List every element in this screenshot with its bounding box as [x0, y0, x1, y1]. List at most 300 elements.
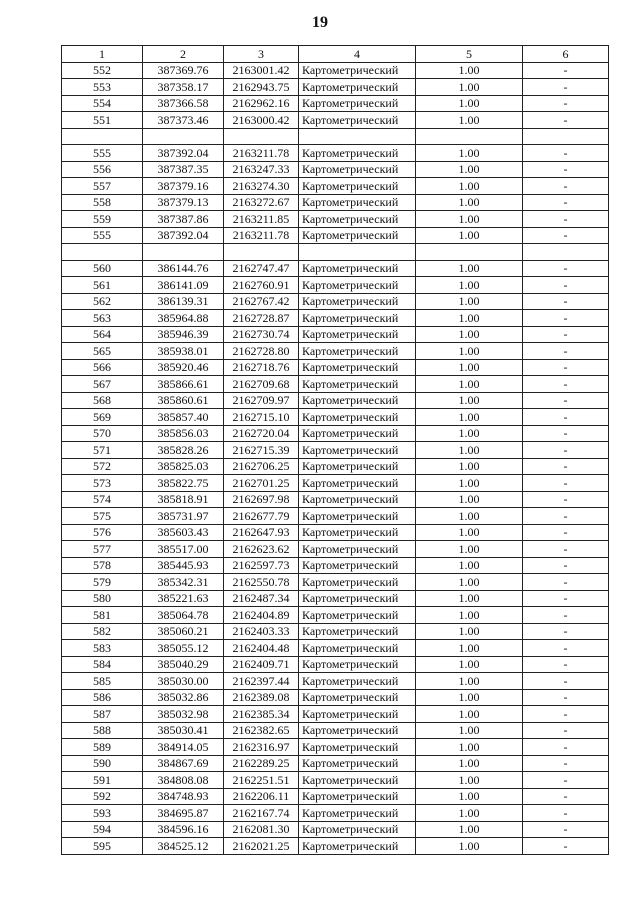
table-row: [62, 475, 609, 492]
note-cell: -: [523, 491, 609, 508]
table-row: [62, 293, 609, 310]
y-coordinate-cell: 2162623.62: [224, 541, 299, 558]
point-number-cell: 552: [62, 62, 143, 79]
y-coordinate-cell: 2162718.76: [224, 359, 299, 376]
accuracy-cell: 1.00: [416, 178, 523, 195]
method-cell: Картометрический: [299, 310, 416, 327]
x-coordinate-cell: [143, 128, 224, 145]
note-cell: -: [523, 161, 609, 178]
x-coordinate-cell: 385920.46: [143, 359, 224, 376]
x-coordinate-cell: 385938.01: [143, 343, 224, 360]
x-coordinate-cell: 387387.35: [143, 161, 224, 178]
note-cell: -: [523, 706, 609, 723]
note-cell: -: [523, 376, 609, 393]
method-cell: Картометрический: [299, 376, 416, 393]
y-coordinate-cell: 2162021.25: [224, 838, 299, 855]
y-coordinate-cell: 2162720.04: [224, 425, 299, 442]
accuracy-cell: 1.00: [416, 227, 523, 244]
point-number-cell: 554: [62, 95, 143, 112]
note-cell: -: [523, 805, 609, 822]
accuracy-cell: 1.00: [416, 293, 523, 310]
method-cell: Картометрический: [299, 227, 416, 244]
note-cell: -: [523, 722, 609, 739]
method-cell: Картометрический: [299, 211, 416, 228]
point-number-cell: 551: [62, 112, 143, 129]
x-coordinate-cell: 384525.12: [143, 838, 224, 855]
x-coordinate-cell: 384596.16: [143, 821, 224, 838]
point-number-cell: 594: [62, 821, 143, 838]
x-coordinate-cell: 385822.75: [143, 475, 224, 492]
accuracy-cell: 1.00: [416, 623, 523, 640]
y-coordinate-cell: 2162389.08: [224, 689, 299, 706]
accuracy-cell: 1.00: [416, 524, 523, 541]
accuracy-cell: 1.00: [416, 79, 523, 96]
point-number-cell: 573: [62, 475, 143, 492]
y-coordinate-cell: 2162709.68: [224, 376, 299, 393]
note-cell: -: [523, 409, 609, 426]
accuracy-cell: 1.00: [416, 739, 523, 756]
table-row: [62, 821, 609, 838]
accuracy-cell: 1.00: [416, 541, 523, 558]
point-number-cell: 575: [62, 508, 143, 525]
x-coordinate-cell: 385040.29: [143, 656, 224, 673]
table-row: [62, 277, 609, 294]
method-cell: Картометрический: [299, 442, 416, 459]
note-cell: -: [523, 640, 609, 657]
note-cell: -: [523, 326, 609, 343]
point-number-cell: 572: [62, 458, 143, 475]
x-coordinate-cell: 387358.17: [143, 79, 224, 96]
accuracy-cell: 1.00: [416, 310, 523, 327]
point-number-cell: 567: [62, 376, 143, 393]
table-row: [62, 772, 609, 789]
note-cell: -: [523, 557, 609, 574]
note-cell: -: [523, 739, 609, 756]
y-coordinate-cell: 2162316.97: [224, 739, 299, 756]
y-coordinate-cell: 2163211.78: [224, 145, 299, 162]
x-coordinate-cell: 385517.00: [143, 541, 224, 558]
x-coordinate-cell: 385060.21: [143, 623, 224, 640]
accuracy-cell: 1.00: [416, 475, 523, 492]
x-coordinate-cell: 387387.86: [143, 211, 224, 228]
method-cell: Картометрический: [299, 508, 416, 525]
x-coordinate-cell: 384914.05: [143, 739, 224, 756]
note-cell: -: [523, 211, 609, 228]
table-body: [62, 62, 609, 854]
y-coordinate-cell: 2162385.34: [224, 706, 299, 723]
y-coordinate-cell: 2163211.85: [224, 211, 299, 228]
table-row: [62, 178, 609, 195]
x-coordinate-cell: 385825.03: [143, 458, 224, 475]
point-number-cell: 561: [62, 277, 143, 294]
method-cell: Картометрический: [299, 326, 416, 343]
point-number-cell: 589: [62, 739, 143, 756]
table-row: [62, 491, 609, 508]
x-coordinate-cell: 387392.04: [143, 227, 224, 244]
y-coordinate-cell: 2163001.42: [224, 62, 299, 79]
accuracy-cell: [416, 244, 523, 261]
x-coordinate-cell: 386139.31: [143, 293, 224, 310]
table-row: [62, 128, 609, 145]
note-cell: -: [523, 194, 609, 211]
method-cell: Картометрический: [299, 260, 416, 277]
accuracy-cell: 1.00: [416, 458, 523, 475]
table-row: [62, 656, 609, 673]
table-row: [62, 574, 609, 591]
note-cell: -: [523, 821, 609, 838]
table-row: [62, 788, 609, 805]
table-row: [62, 227, 609, 244]
y-coordinate-cell: 2162962.16: [224, 95, 299, 112]
method-cell: Картометрический: [299, 755, 416, 772]
x-coordinate-cell: 385032.86: [143, 689, 224, 706]
x-coordinate-cell: 387392.04: [143, 145, 224, 162]
y-coordinate-cell: 2162251.51: [224, 772, 299, 789]
point-number-cell: 565: [62, 343, 143, 360]
x-coordinate-cell: 387379.13: [143, 194, 224, 211]
accuracy-cell: 1.00: [416, 557, 523, 574]
note-cell: -: [523, 95, 609, 112]
method-cell: Картометрический: [299, 475, 416, 492]
note-cell: -: [523, 293, 609, 310]
note-cell: -: [523, 755, 609, 772]
method-cell: Картометрический: [299, 706, 416, 723]
y-coordinate-cell: 2163211.78: [224, 227, 299, 244]
x-coordinate-cell: 385064.78: [143, 607, 224, 624]
accuracy-cell: 1.00: [416, 442, 523, 459]
accuracy-cell: 1.00: [416, 722, 523, 739]
note-cell: -: [523, 590, 609, 607]
y-coordinate-cell: 2162404.89: [224, 607, 299, 624]
y-coordinate-cell: 2162697.98: [224, 491, 299, 508]
y-coordinate-cell: 2162081.30: [224, 821, 299, 838]
accuracy-cell: [416, 128, 523, 145]
table-row: [62, 541, 609, 558]
method-cell: Картометрический: [299, 491, 416, 508]
y-coordinate-cell: 2162730.74: [224, 326, 299, 343]
accuracy-cell: 1.00: [416, 211, 523, 228]
note-cell: -: [523, 541, 609, 558]
point-number-cell: 576: [62, 524, 143, 541]
method-cell: Картометрический: [299, 95, 416, 112]
y-coordinate-cell: 2162403.33: [224, 623, 299, 640]
method-cell: Картометрический: [299, 392, 416, 409]
accuracy-cell: 1.00: [416, 788, 523, 805]
table-row: [62, 343, 609, 360]
point-number-cell: 564: [62, 326, 143, 343]
point-number-cell: 556: [62, 161, 143, 178]
y-coordinate-cell: 2162206.11: [224, 788, 299, 805]
accuracy-cell: 1.00: [416, 491, 523, 508]
method-cell: Картометрический: [299, 673, 416, 690]
column-header-6: 6: [523, 46, 609, 63]
point-number-cell: 590: [62, 755, 143, 772]
note-cell: -: [523, 343, 609, 360]
y-coordinate-cell: 2162409.71: [224, 656, 299, 673]
accuracy-cell: 1.00: [416, 62, 523, 79]
x-coordinate-cell: 385860.61: [143, 392, 224, 409]
x-coordinate-cell: 384695.87: [143, 805, 224, 822]
method-cell: Картометрический: [299, 178, 416, 195]
method-cell: Картометрический: [299, 788, 416, 805]
point-number-cell: 560: [62, 260, 143, 277]
note-cell: -: [523, 62, 609, 79]
method-cell: Картометрический: [299, 458, 416, 475]
point-number-cell: 559: [62, 211, 143, 228]
x-coordinate-cell: 387379.16: [143, 178, 224, 195]
method-cell: Картометрический: [299, 821, 416, 838]
method-cell: [299, 244, 416, 261]
y-coordinate-cell: 2163274.30: [224, 178, 299, 195]
table-row: [62, 425, 609, 442]
accuracy-cell: 1.00: [416, 277, 523, 294]
point-number-cell: 577: [62, 541, 143, 558]
x-coordinate-cell: 385030.41: [143, 722, 224, 739]
table-row: [62, 755, 609, 772]
note-cell: -: [523, 524, 609, 541]
coordinates-table: [61, 45, 609, 855]
accuracy-cell: 1.00: [416, 590, 523, 607]
point-number-cell: 591: [62, 772, 143, 789]
point-number-cell: 592: [62, 788, 143, 805]
note-cell: -: [523, 458, 609, 475]
note-cell: [523, 244, 609, 261]
table-row: [62, 640, 609, 657]
x-coordinate-cell: 385857.40: [143, 409, 224, 426]
table-row: [62, 244, 609, 261]
page-number: 19: [312, 14, 328, 31]
table-row: [62, 739, 609, 756]
method-cell: Картометрический: [299, 805, 416, 822]
x-coordinate-cell: [143, 244, 224, 261]
x-coordinate-cell: 385221.63: [143, 590, 224, 607]
y-coordinate-cell: [224, 128, 299, 145]
column-header-3: 3: [224, 46, 299, 63]
method-cell: Картометрический: [299, 772, 416, 789]
method-cell: Картометрический: [299, 277, 416, 294]
method-cell: Картометрический: [299, 145, 416, 162]
accuracy-cell: 1.00: [416, 425, 523, 442]
table-row: [62, 623, 609, 640]
x-coordinate-cell: 385032.98: [143, 706, 224, 723]
table-row: [62, 79, 609, 96]
accuracy-cell: 1.00: [416, 508, 523, 525]
accuracy-cell: 1.00: [416, 673, 523, 690]
table-row: [62, 326, 609, 343]
x-coordinate-cell: 385828.26: [143, 442, 224, 459]
accuracy-cell: 1.00: [416, 821, 523, 838]
y-coordinate-cell: [224, 244, 299, 261]
method-cell: Картометрический: [299, 62, 416, 79]
x-coordinate-cell: 384808.08: [143, 772, 224, 789]
column-header-1: 1: [62, 46, 143, 63]
note-cell: -: [523, 178, 609, 195]
note-cell: -: [523, 145, 609, 162]
table-row: [62, 590, 609, 607]
table-row: [62, 376, 609, 393]
note-cell: -: [523, 475, 609, 492]
x-coordinate-cell: 385603.43: [143, 524, 224, 541]
table-row: [62, 62, 609, 79]
accuracy-cell: 1.00: [416, 640, 523, 657]
method-cell: Картометрический: [299, 194, 416, 211]
accuracy-cell: 1.00: [416, 805, 523, 822]
y-coordinate-cell: 2162709.97: [224, 392, 299, 409]
y-coordinate-cell: 2162597.73: [224, 557, 299, 574]
table-row: [62, 194, 609, 211]
point-number-cell: 562: [62, 293, 143, 310]
accuracy-cell: 1.00: [416, 838, 523, 855]
table-row: [62, 409, 609, 426]
method-cell: Картометрический: [299, 739, 416, 756]
x-coordinate-cell: 385731.97: [143, 508, 224, 525]
method-cell: Картометрический: [299, 79, 416, 96]
point-number-cell: 584: [62, 656, 143, 673]
y-coordinate-cell: 2162647.93: [224, 524, 299, 541]
column-header-5: 5: [416, 46, 523, 63]
table-row: [62, 442, 609, 459]
x-coordinate-cell: 387373.46: [143, 112, 224, 129]
x-coordinate-cell: 385856.03: [143, 425, 224, 442]
table-row: [62, 706, 609, 723]
accuracy-cell: 1.00: [416, 755, 523, 772]
table-row: [62, 458, 609, 475]
y-coordinate-cell: 2162550.78: [224, 574, 299, 591]
note-cell: -: [523, 359, 609, 376]
y-coordinate-cell: 2162397.44: [224, 673, 299, 690]
accuracy-cell: 1.00: [416, 260, 523, 277]
point-number-cell: 568: [62, 392, 143, 409]
y-coordinate-cell: 2162677.79: [224, 508, 299, 525]
table-header: [62, 46, 609, 63]
note-cell: -: [523, 227, 609, 244]
point-number-cell: 566: [62, 359, 143, 376]
y-coordinate-cell: 2162382.65: [224, 722, 299, 739]
header-row: [62, 46, 609, 63]
point-number-cell: 553: [62, 79, 143, 96]
y-coordinate-cell: 2163247.33: [224, 161, 299, 178]
method-cell: Картометрический: [299, 640, 416, 657]
note-cell: -: [523, 508, 609, 525]
y-coordinate-cell: 2163272.67: [224, 194, 299, 211]
point-number-cell: 586: [62, 689, 143, 706]
note-cell: -: [523, 392, 609, 409]
x-coordinate-cell: 385030.00: [143, 673, 224, 690]
table-row: [62, 508, 609, 525]
point-number-cell: [62, 244, 143, 261]
table-row: [62, 689, 609, 706]
x-coordinate-cell: 385818.91: [143, 491, 224, 508]
method-cell: Картометрический: [299, 689, 416, 706]
table-row: [62, 673, 609, 690]
table-row: [62, 607, 609, 624]
y-coordinate-cell: 2162167.74: [224, 805, 299, 822]
y-coordinate-cell: 2162943.75: [224, 79, 299, 96]
point-number-cell: 569: [62, 409, 143, 426]
table-row: [62, 145, 609, 162]
y-coordinate-cell: 2162487.34: [224, 590, 299, 607]
method-cell: Картометрический: [299, 524, 416, 541]
accuracy-cell: 1.00: [416, 343, 523, 360]
table-row: [62, 392, 609, 409]
note-cell: -: [523, 772, 609, 789]
table-row: [62, 722, 609, 739]
table-row: [62, 161, 609, 178]
x-coordinate-cell: 386144.76: [143, 260, 224, 277]
point-number-cell: 571: [62, 442, 143, 459]
accuracy-cell: 1.00: [416, 161, 523, 178]
table-row: [62, 310, 609, 327]
note-cell: -: [523, 310, 609, 327]
note-cell: -: [523, 607, 609, 624]
y-coordinate-cell: 2162760.91: [224, 277, 299, 294]
accuracy-cell: 1.00: [416, 194, 523, 211]
method-cell: Картометрический: [299, 557, 416, 574]
y-coordinate-cell: 2162747.47: [224, 260, 299, 277]
note-cell: -: [523, 442, 609, 459]
accuracy-cell: 1.00: [416, 376, 523, 393]
method-cell: Картометрический: [299, 112, 416, 129]
note-cell: -: [523, 260, 609, 277]
method-cell: Картометрический: [299, 343, 416, 360]
table-row: [62, 524, 609, 541]
x-coordinate-cell: 385946.39: [143, 326, 224, 343]
x-coordinate-cell: 385445.93: [143, 557, 224, 574]
y-coordinate-cell: 2162706.25: [224, 458, 299, 475]
accuracy-cell: 1.00: [416, 326, 523, 343]
note-cell: -: [523, 788, 609, 805]
x-coordinate-cell: 385342.31: [143, 574, 224, 591]
point-number-cell: 579: [62, 574, 143, 591]
method-cell: Картометрический: [299, 722, 416, 739]
y-coordinate-cell: 2162289.25: [224, 755, 299, 772]
column-header-2: 2: [143, 46, 224, 63]
table-row: [62, 838, 609, 855]
table-row: [62, 805, 609, 822]
point-number-cell: 583: [62, 640, 143, 657]
x-coordinate-cell: 385055.12: [143, 640, 224, 657]
y-coordinate-cell: 2162715.10: [224, 409, 299, 426]
note-cell: -: [523, 656, 609, 673]
accuracy-cell: 1.00: [416, 359, 523, 376]
y-coordinate-cell: 2162728.80: [224, 343, 299, 360]
note-cell: -: [523, 112, 609, 129]
accuracy-cell: 1.00: [416, 112, 523, 129]
method-cell: Картометрический: [299, 590, 416, 607]
accuracy-cell: 1.00: [416, 607, 523, 624]
note-cell: -: [523, 79, 609, 96]
point-number-cell: 585: [62, 673, 143, 690]
point-number-cell: [62, 128, 143, 145]
y-coordinate-cell: 2162404.48: [224, 640, 299, 657]
method-cell: Картометрический: [299, 425, 416, 442]
note-cell: -: [523, 838, 609, 855]
point-number-cell: 557: [62, 178, 143, 195]
point-number-cell: 595: [62, 838, 143, 855]
accuracy-cell: 1.00: [416, 656, 523, 673]
method-cell: Картометрический: [299, 409, 416, 426]
table-row: [62, 95, 609, 112]
column-header-4: 4: [299, 46, 416, 63]
method-cell: Картометрический: [299, 838, 416, 855]
note-cell: -: [523, 673, 609, 690]
x-coordinate-cell: 384867.69: [143, 755, 224, 772]
method-cell: Картометрический: [299, 607, 416, 624]
y-coordinate-cell: 2163000.42: [224, 112, 299, 129]
y-coordinate-cell: 2162701.25: [224, 475, 299, 492]
method-cell: Картометрический: [299, 656, 416, 673]
note-cell: -: [523, 277, 609, 294]
